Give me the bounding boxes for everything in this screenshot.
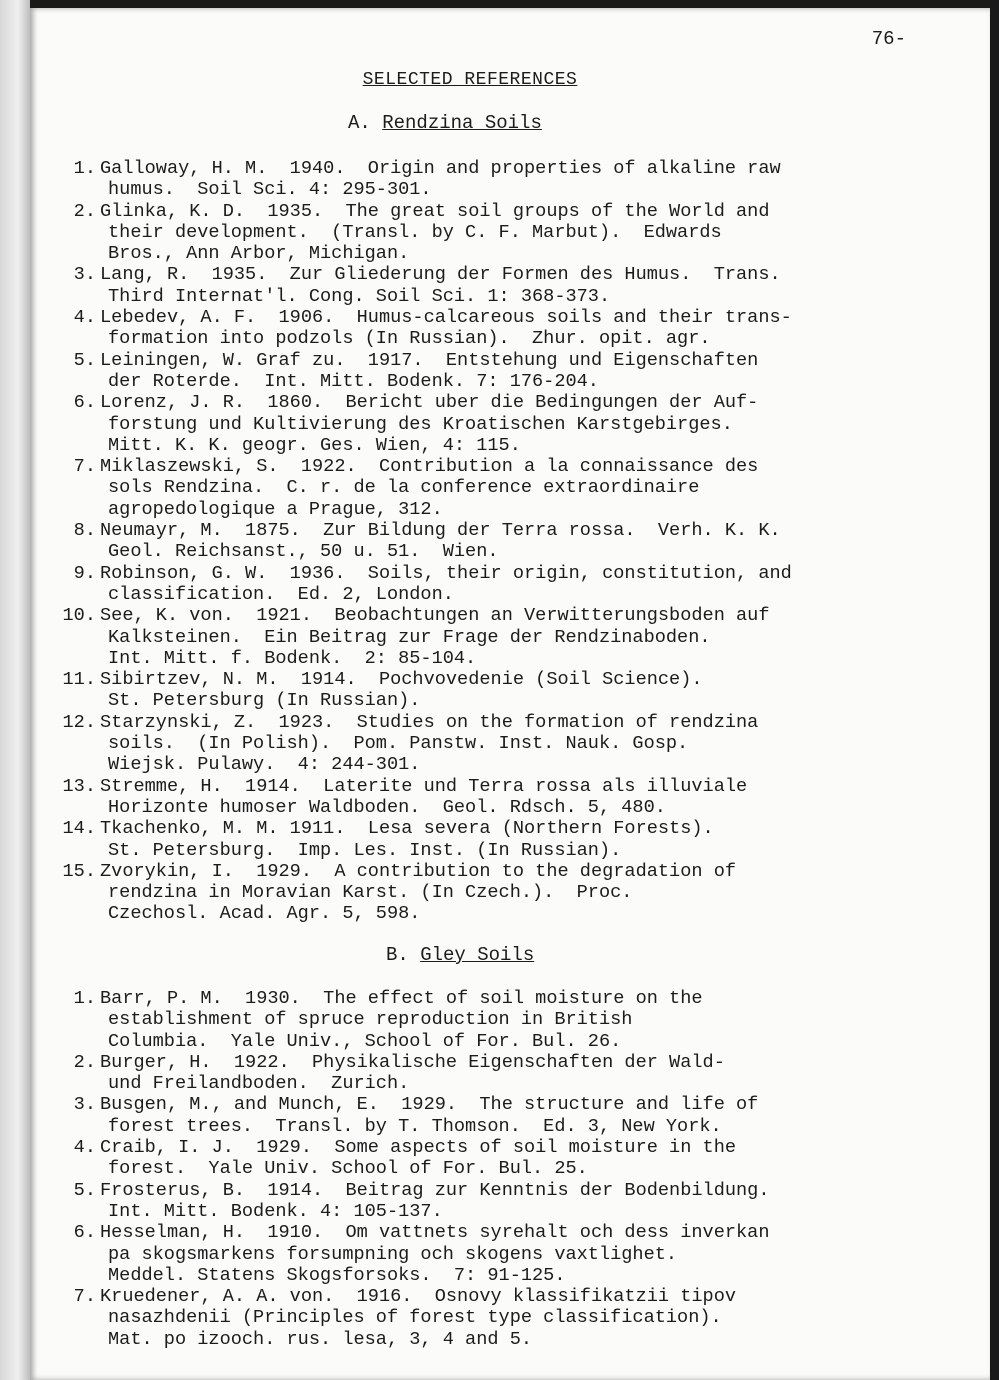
- reference-number: 8.: [73, 520, 96, 542]
- reference-text-line: sols Rendzina. C. r. de la conference extraordinaire: [108, 477, 700, 499]
- reference-text-line: Wiejsk. Pulawy. 4: 244-301.: [108, 754, 421, 776]
- section-heading-b: [386, 944, 534, 966]
- reference-text-line: St. Petersburg (In Russian).: [108, 690, 421, 712]
- reference-text-line: Frosterus, B. 1914. Beitrag zur Kenntnis der Bodenbildung.: [100, 1179, 770, 1201]
- reference-entry: [30, 605, 950, 669]
- reference-text-line: Third Internat'l. Cong. Soil Sci. 1: 368-373.: [108, 285, 611, 307]
- reference-text-line: Bros., Ann Arbor, Michigan.: [108, 243, 410, 265]
- reference-text-line: agropedologique a Prague, 312.: [108, 498, 443, 520]
- reference-list-b: [30, 988, 950, 1350]
- reference-text-line: pa skogsmarkens forsumpning och skogens vaxtlighet.: [108, 1243, 678, 1265]
- reference-text-line: Barr, P. M. 1930. The effect of soil moisture on the: [100, 988, 703, 1009]
- reference-entry: [30, 392, 950, 456]
- reference-entry: [30, 520, 950, 563]
- reference-entry: [30, 1286, 950, 1350]
- reference-text-line: Stremme, H. 1914. Laterite und Terra rossa als illuviale: [100, 775, 748, 797]
- reference-text-line: und Freilandboden. Zurich.: [108, 1073, 410, 1095]
- reference-number: 6.: [73, 1222, 96, 1244]
- page-title: SELECTED REFERENCES: [362, 70, 578, 90]
- reference-entry: [30, 264, 950, 307]
- reference-number: 4.: [73, 1137, 96, 1159]
- reference-text-line: Starzynski, Z. 1923. Studies on the formation of rendzina: [100, 711, 759, 733]
- reference-number: 1.: [73, 988, 96, 1009]
- section-letter: A.: [348, 112, 371, 134]
- section-heading-a: [348, 112, 542, 134]
- reference-text-line: Kruedener, A. A. von. 1916. Osnovy klassifikatzii tipov: [100, 1286, 737, 1308]
- reference-entry: [30, 669, 950, 712]
- reference-text-line: Hesselman, H. 1910. Om vattnets syrehalt och dess inverkan: [100, 1222, 770, 1244]
- reference-text-line: Lang, R. 1935. Zur Gliederung der Formen des Humus. Trans.: [100, 264, 781, 286]
- reference-text-line: classification. Ed. 2, London.: [108, 583, 454, 605]
- reference-text-line: Tkachenko, M. M. 1911. Lesa severa (Northern Forests).: [100, 818, 714, 840]
- reference-text-line: Columbia. Yale Univ., School of For. Bul. 26.: [108, 1030, 622, 1052]
- reference-text-line: Galloway, H. M. 1940. Origin and properties of alkaline raw: [100, 158, 781, 179]
- reference-number: 2.: [73, 1051, 96, 1073]
- section-title: Gley Soils: [420, 944, 535, 966]
- reference-text-line: See, K. von. 1921. Beobachtungen an Verwitterungsboden auf: [100, 605, 770, 627]
- reference-text-line: rendzina in Moravian Karst. (In Czech.). Proc.: [108, 882, 633, 904]
- reference-text-line: establishment of spruce reproduction in British: [108, 1009, 633, 1031]
- reference-text-line: Lorenz, J. R. 1860. Bericht uber die Bedingungen der Auf-: [100, 392, 759, 414]
- reference-number: 11.: [62, 669, 96, 691]
- reference-number: 13.: [62, 775, 96, 797]
- reference-text-line: Leiningen, W. Graf zu. 1917. Entstehung und Eigenschaften: [100, 349, 759, 371]
- reference-text-line: Int. Mitt. f. Bodenk. 2: 85-104.: [108, 647, 477, 669]
- section-title: Rendzina Soils: [382, 112, 542, 134]
- reference-number: 1.: [73, 158, 96, 179]
- reference-number: 9.: [73, 562, 96, 584]
- reference-entry: [30, 988, 950, 1052]
- reference-entry: [30, 818, 950, 861]
- reference-text-line: Glinka, K. D. 1935. The great soil groups of the World and: [100, 200, 770, 222]
- reference-text-line: humus. Soil Sci. 4: 295-301.: [108, 179, 432, 201]
- reference-number: 6.: [73, 392, 96, 414]
- reference-number: 14.: [62, 818, 96, 840]
- reference-text-line: soils. (In Polish). Pom. Panstw. Inst. Nauk. Gosp.: [108, 733, 689, 755]
- reference-text-line: St. Petersburg. Imp. Les. Inst. (In Russian).: [108, 839, 622, 861]
- reference-entry: [30, 1052, 950, 1095]
- reference-entry: [30, 1094, 950, 1137]
- reference-entry: [30, 712, 950, 776]
- reference-text-line: Horizonte humoser Waldboden. Geol. Rdsch. 5, 480.: [108, 796, 666, 818]
- reference-number: 15.: [62, 860, 96, 882]
- previous-page-edge: [0, 0, 30, 1380]
- reference-text-line: Sibirtzev, N. M. 1914. Pochvovedenie (Soil Science).: [100, 669, 703, 691]
- reference-text-line: Int. Mitt. Bodenk. 4: 105-137.: [108, 1200, 443, 1222]
- reference-text-line: Meddel. Statens Skogsforsoks. 7: 91-125.: [108, 1264, 566, 1286]
- reference-entry: [30, 1180, 950, 1223]
- reference-entry: [30, 1137, 950, 1180]
- reference-number: 2.: [73, 200, 96, 222]
- reference-text-line: der Roterde. Int. Mitt. Bodenk. 7: 176-204.: [108, 370, 599, 392]
- reference-text-line: Kalksteinen. Ein Beitrag zur Frage der Rendzinaboden.: [108, 626, 711, 648]
- reference-entry: [30, 1222, 950, 1286]
- reference-number: 3.: [73, 264, 96, 286]
- reference-text-line: forstung und Kultivierung des Kroatischen Karstgebirges.: [108, 413, 733, 435]
- reference-number: 12.: [62, 711, 96, 733]
- reference-text-line: Geol. Reichsanst., 50 u. 51. Wien.: [108, 541, 499, 563]
- reference-text-line: nasazhdenii (Principles of forest type classification).: [108, 1307, 722, 1329]
- reference-text-line: Miklaszewski, S. 1922. Contribution a la connaissance des: [100, 456, 759, 478]
- reference-entry: [30, 350, 950, 393]
- reference-entry: [30, 307, 950, 350]
- section-letter: B.: [386, 944, 409, 966]
- reference-entry: [30, 563, 950, 606]
- reference-text-line: formation into podzols (In Russian). Zhur. opit. agr.: [108, 328, 711, 350]
- reference-text-line: Burger, H. 1922. Physikalische Eigenschaften der Wald-: [100, 1051, 725, 1073]
- reference-text-line: Czechosl. Acad. Agr. 5, 598.: [108, 903, 421, 925]
- reference-entry: [30, 158, 950, 201]
- reference-entry: [30, 456, 950, 520]
- reference-number: 5.: [73, 1179, 96, 1201]
- reference-entry: [30, 776, 950, 819]
- document-page: [30, 8, 990, 1380]
- reference-text-line: Lebedev, A. F. 1906. Humus-calcareous soils and their trans-: [100, 307, 792, 329]
- reference-text-line: forest trees. Transl. by T. Thomson. Ed. 3, New York.: [108, 1115, 722, 1137]
- reference-text-line: Mitt. K. K. geogr. Ges. Wien, 4: 115.: [108, 434, 521, 456]
- reference-number: 7.: [73, 1286, 96, 1308]
- reference-text-line: Craib, I. J. 1929. Some aspects of soil moisture in the: [100, 1137, 737, 1159]
- reference-text-line: forest. Yale Univ. School of For. Bul. 25.: [108, 1158, 588, 1180]
- reference-entry: [30, 861, 950, 925]
- reference-text-line: Busgen, M., and Munch, E. 1929. The structure and life of: [100, 1094, 759, 1116]
- reference-number: 3.: [73, 1094, 96, 1116]
- page-number: 76-: [871, 28, 906, 50]
- reference-text-line: Mat. po izooch. rus. lesa, 3, 4 and 5.: [108, 1328, 533, 1350]
- reference-entry: [30, 201, 950, 265]
- reference-list-a: [30, 158, 950, 925]
- reference-text-line: Neumayr, M. 1875. Zur Bildung der Terra rossa. Verh. K. K.: [100, 520, 781, 542]
- reference-number: 7.: [73, 456, 96, 478]
- reference-text-line: Zvorykin, I. 1929. A contribution to the degradation of: [100, 860, 737, 882]
- reference-text-line: their development. (Transl. by C. F. Marbut). Edwards: [108, 221, 722, 243]
- reference-number: 10.: [62, 605, 96, 627]
- reference-number: 5.: [73, 349, 96, 371]
- reference-number: 4.: [73, 307, 96, 329]
- reference-text-line: Robinson, G. W. 1936. Soils, their origin, constitution, and: [100, 562, 792, 584]
